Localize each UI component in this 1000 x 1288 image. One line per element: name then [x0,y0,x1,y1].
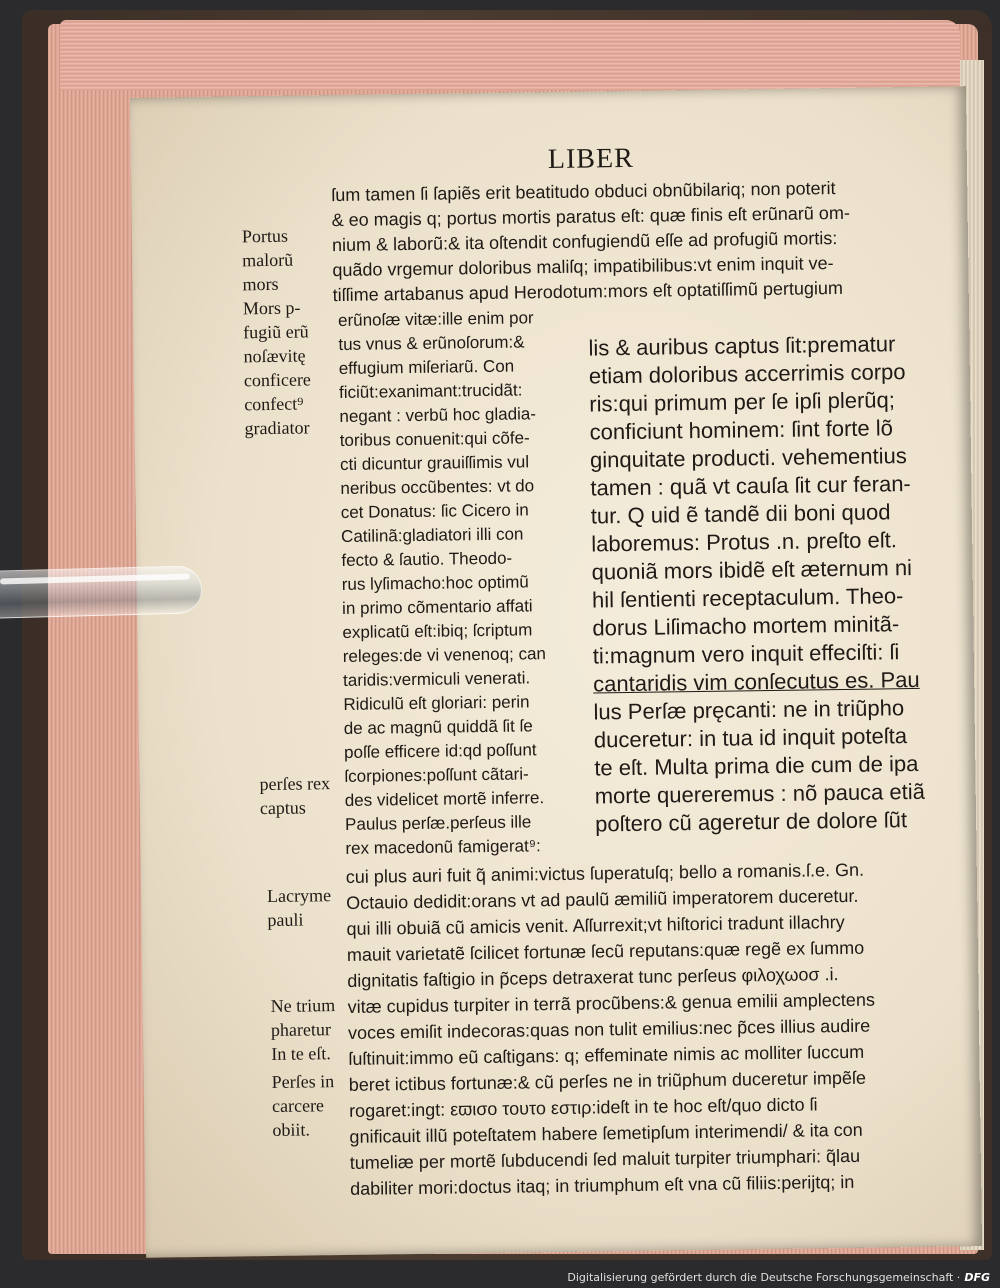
margin-note: Portus malorũ mors [241,225,294,295]
text-line: ſuſtinuit:immo eũ caſtigans: q; effeminate nimis ac molliter ſuccum [348,1041,865,1069]
text-line: lus Perſæ pręcanti: ne in triũpho [593,695,905,725]
text-line: conficiunt hominem: ſint forte lõ [589,415,894,445]
text-line: ginquitate producti. vehementius [589,443,907,473]
text-line: negant : verbũ hoc gladia- [339,404,537,426]
text-line: dignitatis faſtigio in p̃ceps detraxerat tunc perſeus φιλοχωοσ .i. [347,964,839,991]
margin-note: perſes rex captus [259,773,331,819]
text-line: rex macedonũ famigerat⁹: [345,836,541,858]
text-line: tus vnus & erũnoſorum:& [338,332,525,355]
text-line: tamen : quã vt cauſa ſit cur feran- [590,471,911,501]
text-line: Ridiculũ eſt gloriari: perin [343,692,530,714]
text-line: effugium miſeriarũ. Con [338,356,515,379]
text-line: voces emiſit indecoras:quas non tulit emilius:nec p̃ces illius audire [347,1015,871,1043]
text-line: toribus conuenit:qui cõfe- [339,428,530,450]
text-line: ris:qui primum per ſe ipſi plerũq; [589,387,896,417]
text-line: morte quereremus : nõ pauca etiã [594,778,926,809]
book-page [130,86,982,1258]
text-line: beret ictibus fortunæ:& cũ perſes ne in triũphum duceretur impẽſe [348,1067,867,1095]
text-line: duceretur: in tua id inquit poteſta [593,723,908,753]
text-line: vitæ cupidus turpiter in terrã procũbens:& genua emilii amplectens [347,989,876,1017]
page-edges-top [60,20,960,90]
text-line: cti dicuntur grauiſſimis vul [339,452,530,474]
text-line: quoniã mors ibidẽ eſt æternum ni [591,555,913,585]
text-line: ſcorpiones:poſſunt cãtari- [344,764,529,786]
text-line: mauit varietatẽ ſcilicet fortunæ ſecũ reputans:quæ regẽ ex ſummo [346,937,865,965]
text-line: tiſſime artabanus apud Herodotum:mors eſt optatiſſimũ pertugium [332,277,844,306]
text-line: tur. Q uid ẽ tandẽ dii boni quod [590,499,891,529]
text-line: Octauio dedidit:orans vt ad paulũ æmiliũ imperatorem duceretur. [346,885,859,913]
text-line: ficiũt:exanimant:trucidãt: [338,380,523,403]
text-line: des videlicet mortẽ inferre. [344,788,545,810]
text-line: & eo magis q; portus mortis paratus eſt: quæ finis eſt erũnarũ om- [331,202,850,231]
text-line: erũnoſæ vitæ:ille enim por [337,308,534,331]
text-line: qui illi obuiã cũ amicis venit. Aſſurrexit;vt hiſtorici tradunt illachry [346,911,845,939]
text-line: Catilinã:gladiatori illi con [340,524,524,546]
text-line: cui plus auri fuit q̃ animi:victus ſuperatuſq; bello a romanis.ſ.e. Gn. [345,859,865,887]
text-line: fecto & ſautio. Theodo- [341,548,513,570]
text-line: gnificauit illũ poteſtatem habere ſemetipſum interimendi/ & ita con [349,1119,863,1147]
text-line: poſſe efficere id:qd poſſunt [343,740,537,762]
text-line: in primo cõmentario affati [341,596,533,618]
text-line: dabiliter mori:doctus itaq; in triumphum eſt vna cũ filiis:perijtq; in [350,1171,855,1199]
text-line: Paulus perſæ.perſeus ille [344,812,532,834]
text-line: tumeliæ per mortẽ ſubducendi ſed maluit turpiter triumphari: q̃lau [349,1145,861,1173]
text-line: nium & laborũ:& ita oſtendit confugiendũ eſſe ad profugiũ mortis: [331,228,838,256]
text-line: taridis:vermiculi venerati. [342,668,531,690]
text-line: ſum tamen ſi ſapiẽs erit beatitudo obduci obnũbilariq; non poterit [331,178,836,206]
text-line: de ac magnũ quiddã ſit ſe [343,716,533,738]
text-line: ti:magnum vero inquit effeciſti: ſi [592,639,900,669]
digitization-footer [567,1271,990,1284]
text-line: explicatũ eſt:ibiq; ſcriptum [342,620,533,642]
text-line: rogaret:ingt: εϖισο τουτο εστιρ:ideſt in te hoc eſt/quo dicto ſi [348,1094,818,1121]
text-line: releges:de vi venenoq; can [342,644,547,666]
text-line: te eſt. Multa prima die cum de ipa [594,750,919,781]
text-line: neribus occũbentes: vt do [340,476,535,498]
margin-note: Mors p- fugiũ erũ noſævitę conficere confect⁹ gradiator [242,297,311,439]
text-line-underlined: cantaridis vim conſecutus es. Pau [592,666,920,697]
text-line: laboremus: Protus .n. preſto eſt. [591,527,898,557]
text-line: hil ſentienti receptaculum. Theo- [591,583,904,613]
text-line: cet Donatus: ſic Cicero in [340,500,529,522]
text-line: lis & auribus captus ſit:prematur [588,331,896,361]
text-line: rus lyſimacho:hoc optimũ [341,572,529,594]
text-line: etiam doloribus accerrimis corpo [588,359,906,389]
margin-note: Perſes in carcere obiit. [271,1071,335,1141]
text-line: quãdo vrgemur doloribus maliſq; impatibilibus:vt enim inquit ve- [332,253,834,281]
text-line: dorus Liſimacho mortem minitã- [592,611,900,641]
margin-note: Ne trium pharetur In te eſt. [270,995,336,1065]
margin-note: Lacryme pauli [266,885,332,931]
dfg-logo-icon: DFG [964,1271,990,1284]
text-line: poſtero cũ ageretur de dolore ſũt [594,807,908,837]
running-head: LIBER [547,142,634,176]
footer-text: Digitalisierung gefördert durch die Deutsche Forschungsgemeinschaft · [567,1271,961,1284]
